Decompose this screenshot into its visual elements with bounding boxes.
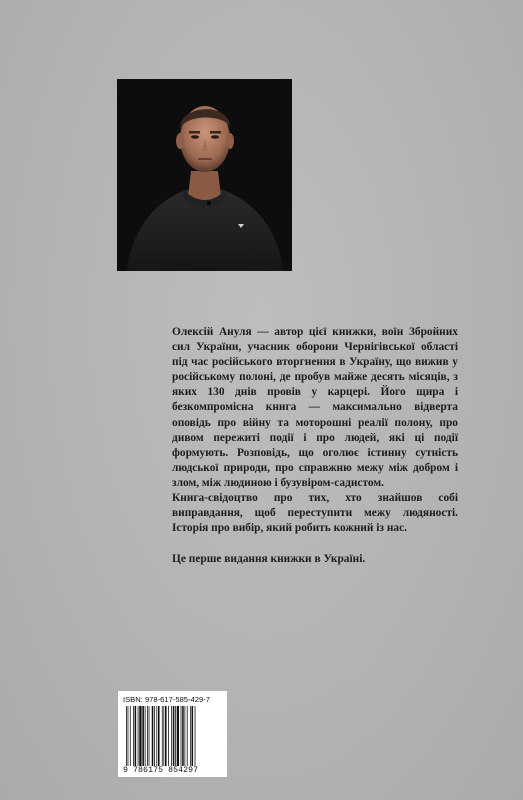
- barcode-bar: [187, 706, 188, 766]
- isbn-label: ISBN: 978-617-585-429-7: [123, 695, 210, 704]
- barcode-bar: [162, 706, 163, 766]
- barcode-bar: [145, 706, 146, 766]
- book-description: [172, 325, 458, 567]
- author-portrait-image: [117, 79, 292, 271]
- barcode-bar: [185, 706, 186, 766]
- barcode-bar: [139, 706, 141, 766]
- barcode-bar: [128, 706, 129, 766]
- blurb-paragraph-edition: Це перше видання книжки в Україні.: [172, 553, 366, 566]
- author-photo: [117, 79, 292, 271]
- barcode-bar: [158, 706, 160, 766]
- barcode-bar: [154, 706, 155, 766]
- barcode-bar: [163, 706, 164, 766]
- barcode-bar: [195, 706, 196, 766]
- barcode-bar: [152, 706, 154, 766]
- barcode-bar: [133, 706, 134, 766]
- barcode-bar: [177, 706, 179, 766]
- blurb-paragraph-testimony: Книга-свідоцтво про тих, хто знайшов собі виправдання, щоб переступити межу людяності. Історія про вибір, який робить кожний із нас.: [172, 492, 458, 535]
- barcode-bars: [123, 706, 222, 766]
- barcode-bar: [126, 706, 127, 766]
- barcode-bar: [168, 706, 169, 766]
- barcode-bar: [142, 706, 144, 766]
- barcode-bar: [130, 706, 131, 766]
- barcode-digits: 9 786175 854297: [123, 766, 199, 775]
- isbn-barcode: [118, 691, 227, 777]
- barcode-bar: [175, 706, 176, 766]
- blurb-paragraph-author: Олексій Ануля — автор цієї книжки, воїн Збройних сил України, учасник оборони Чернігівської області під час російського вторгнення в Україну, що вижив у російському полоні, де пробув майже десять місяців, з яких 130 днів провів у карцері. Його щира і безкомпромісна книга — максимально відверта оповідь про війну та моторошні реалії полону, про дивом пережиті події і про людей, які ці події формують. Розповідь, що оголює істинну сутність людської природи, про справжню межу між добром і злом, між людиною і бузувіром-садистом.: [172, 326, 458, 489]
- barcode-bar: [173, 706, 175, 766]
- barcode-bar: [190, 706, 191, 766]
- barcode-bar: [156, 706, 157, 766]
- barcode-bar: [165, 706, 167, 766]
- barcode-bar: [181, 706, 182, 766]
- barcode-bar: [182, 706, 184, 766]
- barcode-bar: [171, 706, 172, 766]
- barcode-bar: [135, 706, 137, 766]
- barcode-bar: [147, 706, 148, 766]
- barcode-bar: [138, 706, 139, 766]
- barcode-bar: [149, 706, 150, 766]
- barcode-bar: [192, 706, 194, 766]
